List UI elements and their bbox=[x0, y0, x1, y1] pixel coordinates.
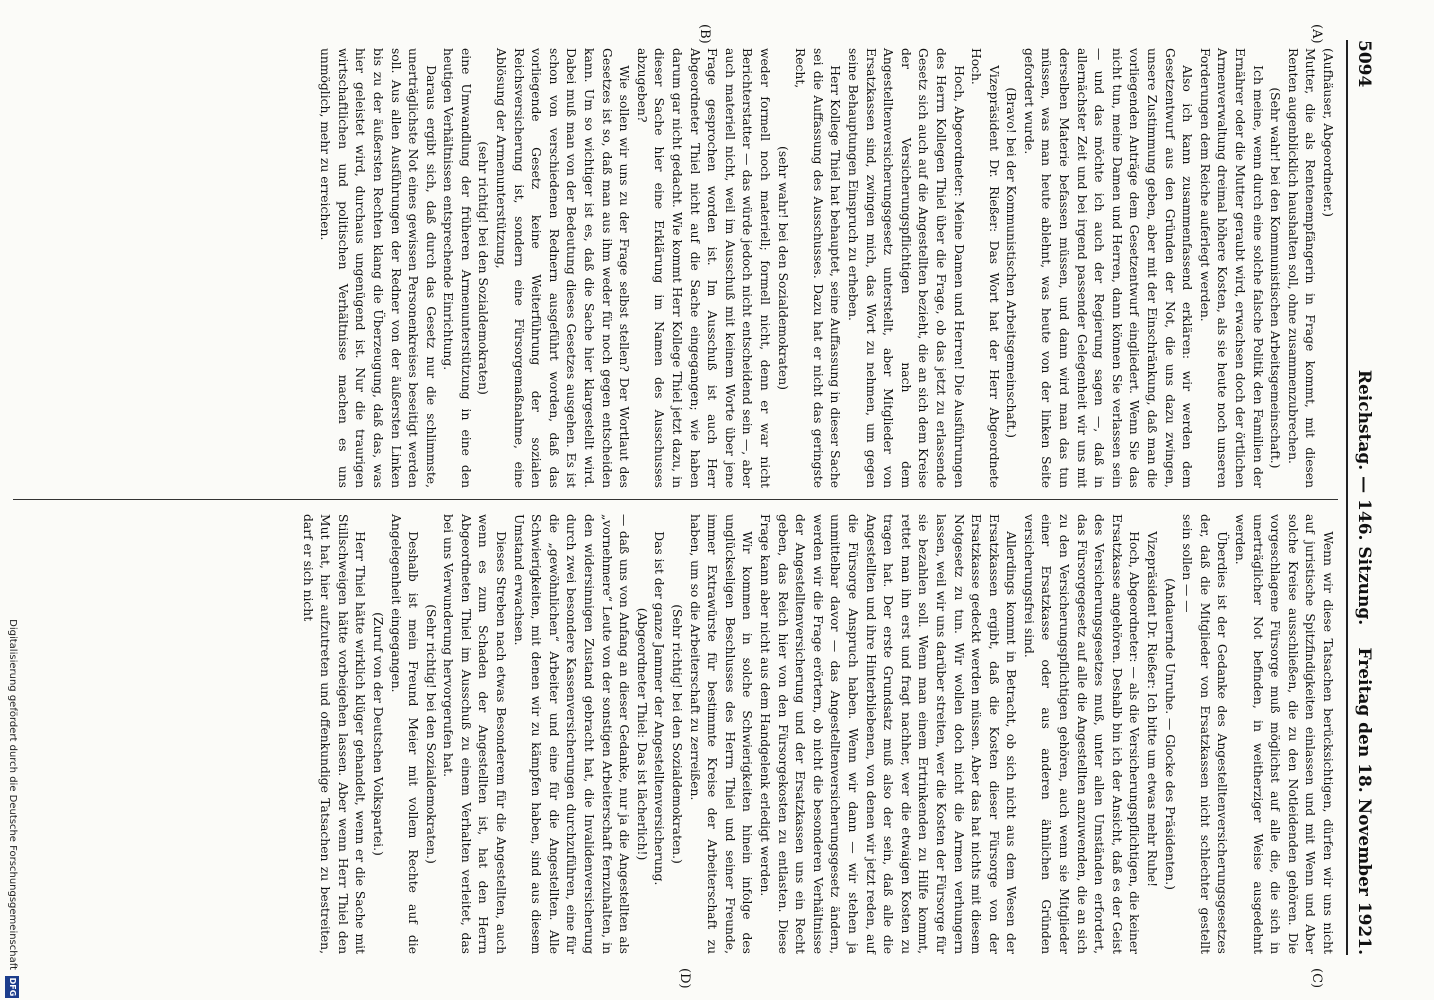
paragraph: Herr Thiel hätte wirklich klüger gehandelt, wenn er die Sache mit Stillschweigen hätte vorbeigehen lassen. Aber wenn Herr Thiel den Mut hat, hier aufzutreten und offenkundige Tatsachen zu bestreiten, darf er sich nicht bbox=[300, 514, 368, 954]
paragraph: Mutter, die als Rentenempfängerin in Frage kommt, mit diesen Renten augenblicklich haushalten soll, ohne zusammenzubrechen. bbox=[1285, 48, 1318, 488]
interjection: (Andauernde Unruhe. — Glocke des Präsidenten.) bbox=[1162, 578, 1177, 890]
margin-marker-c: (C) bbox=[1309, 968, 1324, 989]
page-header bbox=[1346, 40, 1374, 955]
interjection: (sehr wahr! bei den Sozialdemokraten) bbox=[775, 146, 790, 390]
paragraph: weder formell noch materiell; formell nicht, denn er war nicht Berichterstatter — das würde jedoch nicht entscheidend sein —, aber auch materiell nicht, weil im Ausschuß mit keinem Worte über jene Frage gesprochen worden ist. Im Ausschuß ist auch Herr Abgeordneter Thiel nicht auf die Sache eingegangen; wie haben darum gar nicht gedacht. Wie kommt Herr Kollege Thiel jetzt dazu, in dieser Sache hier eine Erklärung im Namen des Ausschusses abzugeben? bbox=[634, 48, 772, 488]
interjection: (Sehr richtig! bei den Sozialdemokraten.) bbox=[670, 604, 685, 864]
speaker-line: Vizepräsident Dr. Rießer: Ich bitte um etwas mehr Ruhe! bbox=[1145, 531, 1160, 888]
interjection: (sehr richtig! bei den Sozialdemokraten) bbox=[476, 141, 491, 395]
margin-marker-d: (D) bbox=[677, 968, 692, 989]
funding-footer bbox=[0, 0, 24, 1000]
paragraph: Also ich kann zusammenfassend erklären: wir werden dem Gesetzentwurf aus den Gründen der Not, die uns dazu zwingen, unsere Zustimmung geben, aber mit der Einschränkung, daß man die vorliegenden Anträge dem Gesetzentwurf eingliedert. Wenn Sie das nicht tun, meine Damen und Herren, dann können Sie verlassen sein — und das möchte ich auch der Regierung sagen —, daß in allernächster Zeit und bei irgend passender Gelegenheit wir uns mit derselben Materie befassen müssen, und dann wird man das tun müssen, was man heute ablehnt, was heute von der linken Seite gefordert wurde. bbox=[1021, 48, 1195, 488]
paragraph: — daß uns von Anfang an dieser Gedanke, nur ja die Angestellten als „vornehmere“ Leute von der sonstigen Arbeiterschaft fernzuhalten, in den widersinnigen Zustand gebracht hat, die Invalidenversicherung durch zwei besondere Kassenversicherungen durchzuführen, eine für die „gewöhnlichen“ Arbeiter und eine für die Angestellten. Alle Schwierigkeiten, mit denen wir zu kämpfen haben, sind aus diesem Umstand erwachsen. bbox=[511, 514, 632, 954]
running-title: Reichstag. — 146. Sitzung. bbox=[1354, 369, 1374, 626]
paragraph: eine Umwandlung der früheren Armenunterstützung in eine den heutigen Verhältnissen entsprechende Einrichtung. bbox=[441, 48, 473, 488]
speaker-line: Hoch, Abgeordneter: — als die Versicherungspflichtigen, die keiner Ersatzkasse angehören. Deshalb bin ich der Ansicht, daß es der Geist des Versicherungsgesetzes muß, unter allen Umständen erfordert, das Fürsorgegesetz auf alle die Angestellten anzuwenden, die an sich zu den Versicherungspflichtigen gehören, auch wenn sie Mitglieder einer Ersatzkasse oder aus anderen ähnlichen Gründen versicherungsfrei sind. bbox=[1021, 514, 1142, 954]
page-number: 5094 bbox=[1354, 40, 1374, 88]
paragraph: Wie sollen wir uns zu der Frage selbst stellen? Der Wortlaut des Gesetzes ist so, daß man aus ihm weder für noch gegen entscheiden kann. Um so wichtiger ist es, daß die Sache hier klargestellt wird. Dabei muß man von der Bedeutung dieses Gesetzes ausgehen. Es ist schon von verschiedenen Rednern ausgeführt worden, daß das vorliegende Gesetz keine Weiterführung der sozialen Reichsversicherung ist, sondern eine Fürsorgemaßnahme, eine Ablösung der Armenunterstützung, bbox=[494, 48, 632, 488]
interjection: (Sehr wahr! bei den Kommunistischen Arbeitsgemeinschaft.) bbox=[1268, 87, 1283, 469]
paragraph: Ich meine, wenn durch eine solche falsche Politik den Familien der Ernährer oder die Mutter geraubt wird, erwachsen doch der örtlichen Armenverwaltung dreimal höhere Kosten, als sie heute noch unseren Forderungen dem Reiche auferlegt werden. bbox=[1197, 48, 1265, 488]
paragraph: Wir kommen in solche Schwierigkeiten hinein infolge des unglückseligen Beschlusses des Herrn Thiel und seiner Freunde, immer Extrawürste für bestimmte Kreise der Arbeiterschaft zu haben, um so die Arbeiterschaft zu zerreißen. bbox=[687, 514, 755, 954]
margin-marker-b: (B) bbox=[697, 24, 712, 44]
right-column bbox=[298, 514, 1336, 954]
paragraph: Überdies ist der Gedanke des Angestelltenversicherungsgesetzes der, daß die Mitglieder von Ersatzkassen nicht schlechter gestellt sein sollen — — bbox=[1180, 514, 1230, 954]
funding-note: Digitalisierung gefördert durch die Deutsche Forschungsgemeinschaft bbox=[7, 619, 18, 970]
left-column bbox=[316, 48, 1336, 488]
paragraph: Dieses Streben nach etwas Besonderem für die Angestellten, auch wenn es zum Schaden der Angestellten ist, hat den Herrn Abgeordneten Thiel im Ausschuß zu einem Verhalten verleitet, das bei uns Verwunderung hervorgerufen hat. bbox=[441, 514, 509, 954]
margin-marker-a: (A) bbox=[1309, 24, 1324, 44]
dfg-logo-icon: DFG bbox=[5, 976, 19, 998]
interjection: (Zuruf von der Deutschen Volkspartei.) bbox=[370, 612, 385, 856]
speaker-line: Vizepräsident Dr. Rießer: Das Wort hat der Herr Abgeordnete Hoch. bbox=[969, 48, 1001, 488]
interjection: (Sehr richtig! bei den Sozialdemokraten.) bbox=[423, 604, 438, 864]
speaker-continuation: (Aufhäuser, Abgeordneter.) bbox=[1321, 48, 1335, 217]
paragraph: Deshalb ist mein Freund Meier mit vollem Rechte auf die Angelegenheit eingegangen. bbox=[388, 514, 421, 954]
interjection: (Bravo! bei der Kommunistischen Arbeitsgemeinschaft.) bbox=[1004, 87, 1019, 438]
session-date: Freitag den 18. November 1921. bbox=[1354, 647, 1374, 955]
paragraph: Daraus ergibt sich, daß durch das Gesetz nur die schlimmste, unerträglichste Not eines gewissen Personenkreises beseitigt werden soll. Aus allen Ausführungen der Redner von der äußersten Linken bis zu der äußersten Rechten klang die Überzeugung, daß das, was hier geleistet wird, durchaus ungenügend ist. Nur die traurigen wirtschaftlichen und politischen Verhältnisse machen es uns unmöglich, mehr zu erreichen. bbox=[318, 48, 438, 488]
speaker-line: Hoch, Abgeordneter: Meine Damen und Herren! Die Ausführungen des Herrn Kollegen Thiel über die Frage, ob das jetzt zu erlassende Gesetz sich auch auf die Angestellten bezieht, die an sich dem Kreise der Versicherungspflichtigen nach dem Angestelltenversicherungsgesetz unterstellt, aber Mitglieder von Ersatzkassen sind, zwingen mich, das Wort zu nehmen, um gegen seine Behauptungen Einspruch zu erheben. bbox=[845, 48, 966, 488]
paragraph: Allerdings kommt in Betracht, ob sich nicht aus dem Wesen der Ersatzkassen ergibt, daß die Kosten dieser Fürsorge von der Ersatzkasse gedeckt werden müssen. Aber das hat nichts mit diesem Notgesetz zu tun. Wir wollen doch nicht die Armen verhungern lassen, weil wir uns darüber streiten, wer die Kosten der Fürsorge für sie bezahlen soll. Wenn man einem Ertrinkenden zu Hilfe kommt, rettet man ihn erst und fragt nachher, wer die etwaigen Kosten zu tragen hat. Der erste Grundsatz muß also der sein, daß alle die Angestellten und ihre Hinterbliebenen, von denen wir jetzt reden, auf die Fürsorge Anspruch haben. Wenn wir dann — wir stehen ja unmittelbar davor — das Angestelltenversicherungsgesetz ändern, werden wir die Frage erörtern, ob nicht die besonderen Verhältnisse der Angestelltenversicherung und der Ersatzkassen uns ein Recht geben, das Reich hier von den Fürsorgekosten zu entlasten. Diese Frage kann aber nicht aus dem Handgelenk erledigt werden. bbox=[758, 514, 1019, 954]
paragraph: Herr Kollege Thiel hat behauptet, seine Auffassung in dieser Sache sei die Auffassung des Ausschusses. Dazu hat er nicht das geringste Recht, bbox=[793, 48, 843, 488]
column-divider bbox=[13, 499, 1338, 500]
paragraph: Das ist der ganze Jammer der Angestelltenversicherung. bbox=[652, 531, 667, 886]
paragraph: Wenn wir diese Tatsachen berücksichtigen, dürfen wir uns nicht auf juristische Spitzfindigkeiten einlassen und mit Wenn und Aber solche Kreise ausschließen, die zu den Notleidenden gehören. Die vorgeschlagene Fürsorge muß möglichst auf alle die, die sich in unerträglicher Not befinden, in weitherziger Weise ausgedehnt werden. bbox=[1233, 514, 1335, 954]
interjection: (Abgeordneter Thiel: Das ist lächerlich!) bbox=[634, 607, 649, 861]
